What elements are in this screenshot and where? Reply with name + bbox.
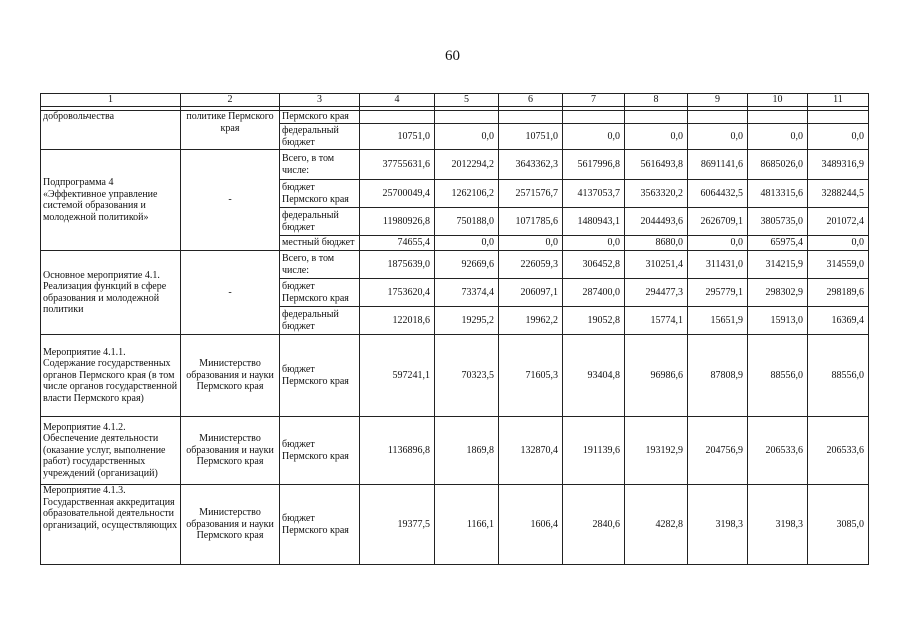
value-cell: 88556,0 [808,335,869,417]
value-cell: 65975,4 [748,236,808,251]
value-cell: 96986,6 [625,335,688,417]
value-cell: 19052,8 [563,307,625,335]
table-row [41,417,869,485]
value-cell: 0,0 [499,236,563,251]
value-cell: 0,0 [688,236,748,251]
value-cell: 193192,9 [625,417,688,485]
funding-source-cell: Пермского края [280,111,360,124]
value-cell: 8691141,6 [688,150,748,180]
value-cell: 19377,5 [360,485,435,565]
table-row [41,111,869,124]
value-cell: 206097,1 [499,279,563,307]
program-name-cell: Мероприятие 4.1.3. Государственная аккредитация образовательной деятельности организаций, осуществляющих [41,485,181,565]
value-cell: 311431,0 [688,251,748,279]
value-cell: 132870,4 [499,417,563,485]
column-header: 10 [748,94,808,107]
column-header: 1 [41,94,181,107]
value-cell: 92669,6 [435,251,499,279]
value-cell: 226059,3 [499,251,563,279]
value-cell: 1480943,1 [563,208,625,236]
value-cell: 1166,1 [435,485,499,565]
value-cell: 3288244,5 [808,180,869,208]
value-cell: 314215,9 [748,251,808,279]
value-cell: 1869,8 [435,417,499,485]
executor-cell: Министерство образования и науки Пермского края [181,485,280,565]
value-cell: 88556,0 [748,335,808,417]
value-cell: 310251,4 [625,251,688,279]
budget-table [40,93,869,565]
value-cell: 3643362,3 [499,150,563,180]
value-cell: 6064432,5 [688,180,748,208]
value-cell: 1136896,8 [360,417,435,485]
value-cell: 1875639,0 [360,251,435,279]
value-cell: 15774,1 [625,307,688,335]
column-header: 4 [360,94,435,107]
value-cell: 2840,6 [563,485,625,565]
funding-source-cell: бюджет Пермского края [280,335,360,417]
value-cell: 25700049,4 [360,180,435,208]
value-cell: 2044493,6 [625,208,688,236]
funding-source-cell: Всего, в том числе: [280,150,360,180]
table-row [41,251,869,279]
column-header: 2 [181,94,280,107]
value-cell: 750188,0 [435,208,499,236]
funding-source-cell: бюджет Пермского края [280,485,360,565]
value-cell: 0,0 [808,236,869,251]
program-name-cell: Основное мероприятие 4.1. Реализация функций в сфере образования и молодежной политики [41,251,181,335]
value-cell: 3085,0 [808,485,869,565]
table-row [41,150,869,180]
column-header: 8 [625,94,688,107]
value-cell: 206533,6 [808,417,869,485]
value-cell: 122018,6 [360,307,435,335]
value-cell: 70323,5 [435,335,499,417]
value-cell: 15913,0 [748,307,808,335]
funding-source-cell: федеральный бюджет [280,124,360,150]
value-cell: 15651,9 [688,307,748,335]
value-cell: 298302,9 [748,279,808,307]
value-cell: 0,0 [563,124,625,150]
value-cell: 2012294,2 [435,150,499,180]
program-name-cell: Подпрограмма 4 «Эффективное управление системой образования и молодежной политикой» [41,150,181,251]
column-header: 3 [280,94,360,107]
value-cell: 2571576,7 [499,180,563,208]
value-cell: 74655,4 [360,236,435,251]
value-cell: 5617996,8 [563,150,625,180]
value-cell: 306452,8 [563,251,625,279]
value-cell: 3805735,0 [748,208,808,236]
column-header: 7 [563,94,625,107]
value-cell: 5616493,8 [625,150,688,180]
value-cell: 3489316,9 [808,150,869,180]
value-cell: 0,0 [435,124,499,150]
value-cell: 37755631,6 [360,150,435,180]
value-cell: 298189,6 [808,279,869,307]
value-cell: 11980926,8 [360,208,435,236]
value-cell: 1606,4 [499,485,563,565]
value-cell: 2626709,1 [688,208,748,236]
value-cell: 4282,8 [625,485,688,565]
value-cell: 3563320,2 [625,180,688,208]
funding-source-cell: Всего, в том числе: [280,251,360,279]
program-name-cell: Мероприятие 4.1.2. Обеспечение деятельности (оказание услуг, выполнение работ) государственных учреждений (организаций) [41,417,181,485]
value-cell: 19962,2 [499,307,563,335]
value-cell: 8685026,0 [748,150,808,180]
value-cell: 3198,3 [748,485,808,565]
column-header: 9 [688,94,748,107]
value-cell: 0,0 [748,124,808,150]
value-cell: 0,0 [435,236,499,251]
value-cell: 1753620,4 [360,279,435,307]
value-cell: 93404,8 [563,335,625,417]
table-row [41,485,869,565]
value-cell: 314559,0 [808,251,869,279]
value-cell: 10751,0 [499,124,563,150]
funding-source-cell: федеральный бюджет [280,208,360,236]
executor-cell: политике Пермского края [181,111,280,150]
value-cell: 4813315,6 [748,180,808,208]
executor-cell: Министерство образования и науки Пермского края [181,417,280,485]
value-cell: 0,0 [688,124,748,150]
funding-source-cell: бюджет Пермского края [280,180,360,208]
value-cell: 10751,0 [360,124,435,150]
funding-source-cell: бюджет Пермского края [280,279,360,307]
executor-cell: - [181,251,280,335]
column-header: 6 [499,94,563,107]
value-cell: 1262106,2 [435,180,499,208]
column-header: 11 [808,94,869,107]
page-number: 60 [445,48,460,64]
value-cell: 4137053,7 [563,180,625,208]
executor-cell: - [181,150,280,251]
value-cell: 0,0 [808,124,869,150]
value-cell: 1071785,6 [499,208,563,236]
value-cell: 87808,9 [688,335,748,417]
column-header: 5 [435,94,499,107]
funding-source-cell: бюджет Пермского края [280,417,360,485]
value-cell: 287400,0 [563,279,625,307]
value-cell: 3198,3 [688,485,748,565]
value-cell: 295779,1 [688,279,748,307]
value-cell: 294477,3 [625,279,688,307]
value-cell: 0,0 [563,236,625,251]
value-cell: 71605,3 [499,335,563,417]
value-cell: 204756,9 [688,417,748,485]
value-cell: 0,0 [625,124,688,150]
value-cell: 191139,6 [563,417,625,485]
funding-source-cell: местный бюджет [280,236,360,251]
column-header-row [41,94,869,107]
value-cell: 19295,2 [435,307,499,335]
value-cell: 206533,6 [748,417,808,485]
value-cell: 16369,4 [808,307,869,335]
value-cell: 201072,4 [808,208,869,236]
program-name-cell: добровольчества [41,111,181,150]
funding-source-cell: федеральный бюджет [280,307,360,335]
program-name-cell: Мероприятие 4.1.1. Содержание государственных органов Пермского края (в том числе органов государственной власти Пермского края) [41,335,181,417]
value-cell: 73374,4 [435,279,499,307]
value-cell: 8680,0 [625,236,688,251]
value-cell: 597241,1 [360,335,435,417]
table-row [41,335,869,417]
executor-cell: Министерство образования и науки Пермского края [181,335,280,417]
